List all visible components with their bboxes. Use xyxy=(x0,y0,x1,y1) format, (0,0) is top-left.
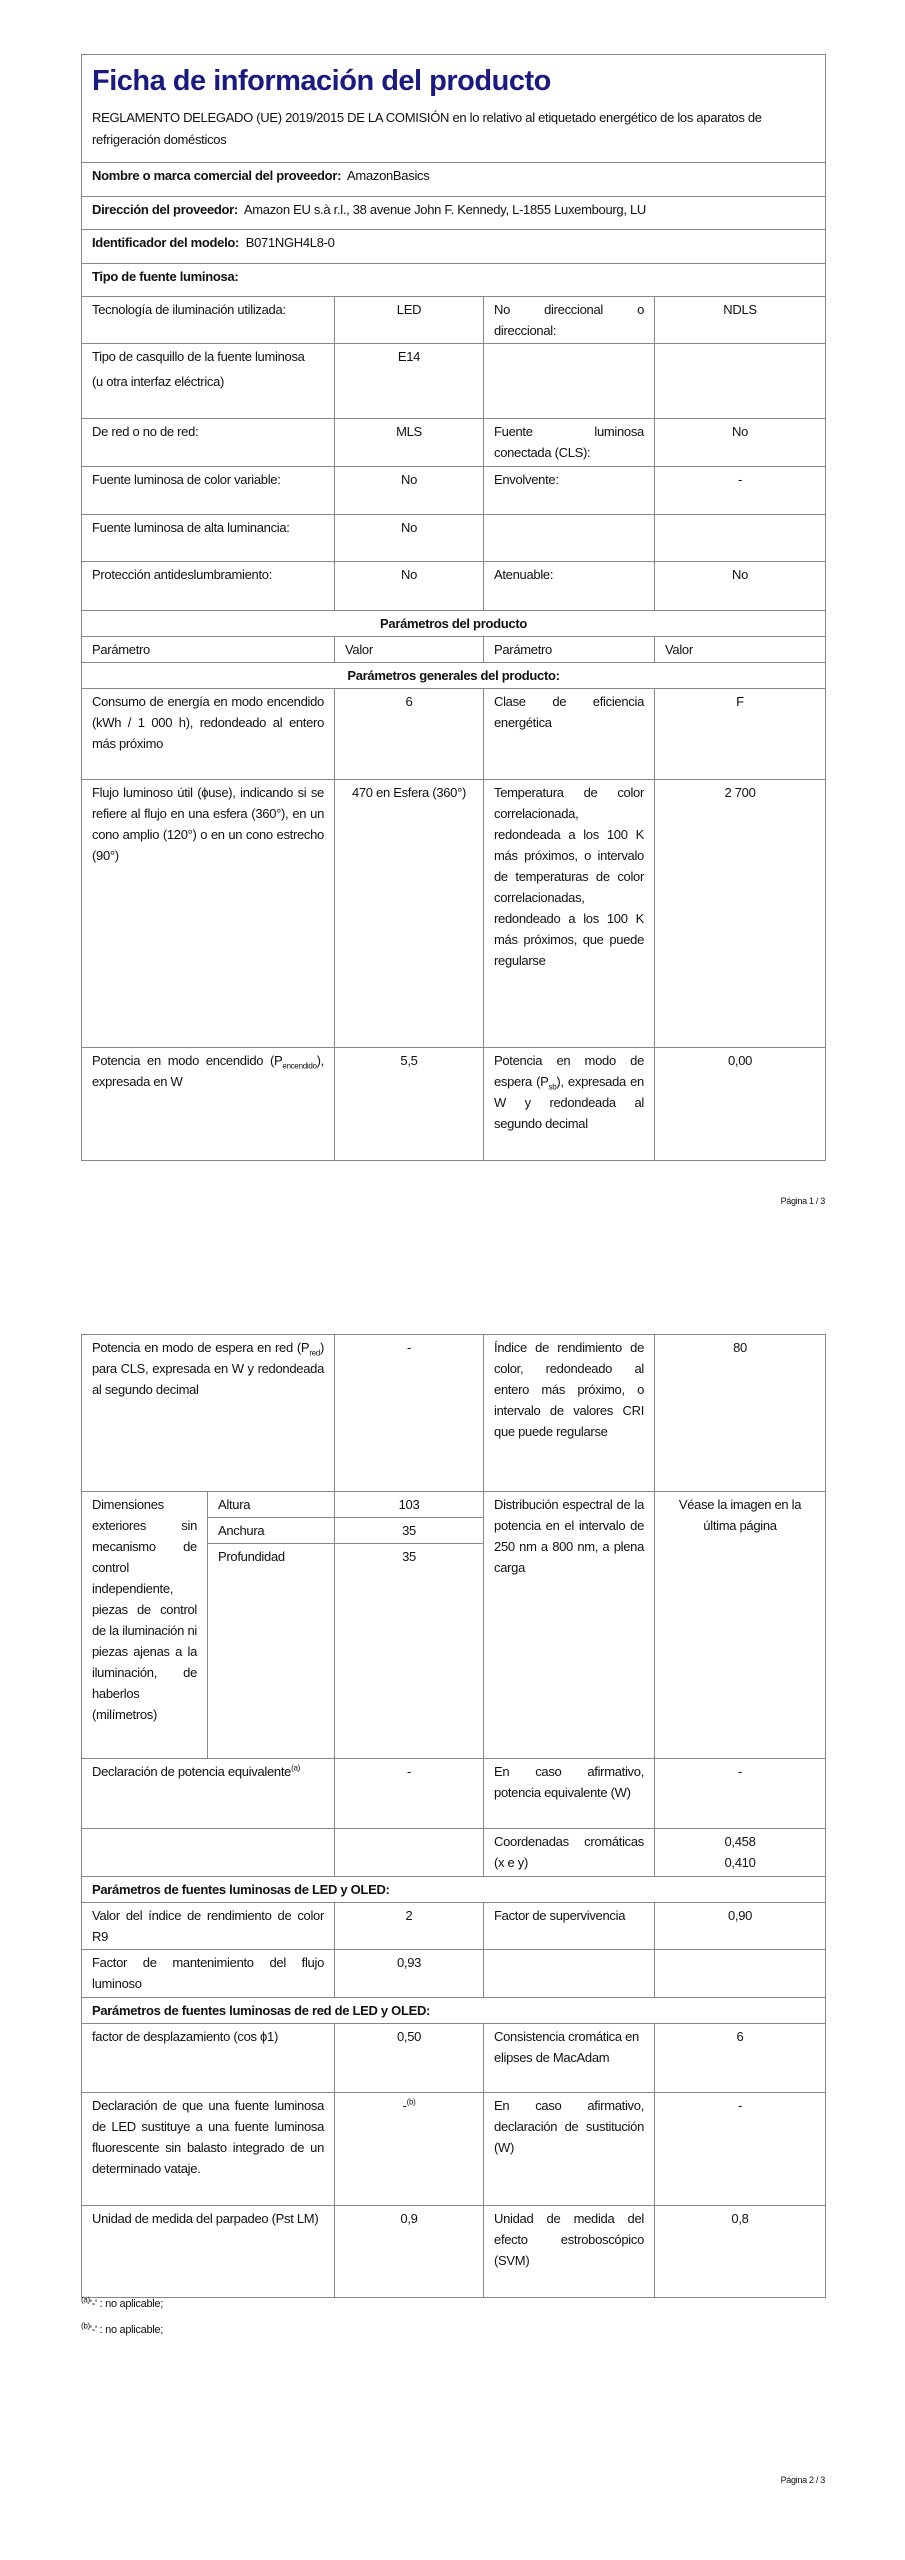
param-label xyxy=(484,1048,655,1161)
address-row xyxy=(82,197,826,230)
param-value: No xyxy=(335,467,484,515)
param-label xyxy=(82,1335,335,1492)
param-label: Coordenadas cromáticas (x e y) xyxy=(484,1829,655,1877)
table-row xyxy=(82,1950,826,1998)
param-value: No xyxy=(335,515,484,562)
text: Potencia en modo encendido (P xyxy=(92,1053,283,1068)
param-label xyxy=(82,1048,335,1161)
type-label: Tipo de fuente luminosa: xyxy=(82,264,826,297)
footnote-text: '-' : no aplicable; xyxy=(89,2298,163,2310)
param-label: En caso afirmativo, declaración de sustitución (W) xyxy=(484,2093,655,2206)
param-label: Atenuable: xyxy=(484,562,655,611)
coord-y: 0,410 xyxy=(724,1855,756,1870)
empty-cell xyxy=(335,1829,484,1877)
param-value: E14 xyxy=(335,344,484,419)
model-label: Identificador del modelo: xyxy=(92,235,240,250)
empty-cell xyxy=(655,344,826,419)
footnote-a xyxy=(81,2295,163,2310)
page-number: Página 1 / 3 xyxy=(780,1196,825,1206)
table-row xyxy=(82,467,826,515)
param-value: 6 xyxy=(335,689,484,780)
address-label: Dirección del proveedor: xyxy=(92,202,238,217)
table-row xyxy=(82,1335,826,1492)
text: Potencia en modo de espera (P xyxy=(494,1053,644,1089)
table-row xyxy=(82,344,826,419)
param-label: Consistencia cromática en elipses de MacAdam xyxy=(484,2024,655,2093)
param-label xyxy=(82,1759,335,1829)
footnote-mark: (a) xyxy=(81,2295,90,2305)
page-number: Página 2 / 3 xyxy=(780,2475,825,2485)
subscript: red xyxy=(309,1348,320,1358)
table-row xyxy=(82,419,826,467)
page-title: Ficha de información del producto xyxy=(92,65,551,97)
param-label: Protección antideslumbramiento: xyxy=(82,562,335,611)
table-row xyxy=(82,2206,826,2298)
table-row xyxy=(82,562,826,611)
footnote-ref: (b) xyxy=(406,2097,416,2107)
table-row xyxy=(82,1492,826,1518)
section-title: Parámetros generales del producto: xyxy=(82,663,826,689)
col-header: Parámetro xyxy=(484,637,655,663)
subscript: encendido xyxy=(282,1061,317,1071)
column-header-row xyxy=(82,637,826,663)
table-row xyxy=(82,780,826,1048)
text: - xyxy=(402,2098,407,2113)
param-label: Consumo de energía en modo encendido (kWh / 1 000 h), redondeado al entero más próximo xyxy=(82,689,335,780)
dimension-value: 35 xyxy=(335,1544,484,1759)
param-label: Índice de rendimiento de color, redondeado al entero más próximo, o intervalo de valores CRI que puede regularse xyxy=(484,1335,655,1492)
product-info-table-page1 xyxy=(81,54,826,1161)
text: Potencia en modo de espera en red (P xyxy=(92,1340,310,1355)
param-value: - xyxy=(655,467,826,515)
param-value: LED xyxy=(335,297,484,344)
section-title: Parámetros del producto xyxy=(82,611,826,637)
param-value: Véase la imagen en la última página xyxy=(655,1492,826,1759)
param-value: No xyxy=(335,562,484,611)
param-value: No xyxy=(655,419,826,467)
param-label: Temperatura de color correlacionada, redondeada a los 100 K más próximos, o intervalo de temperaturas de color correlacionadas, redondeado a los 100 K más próximos, que puede regularse xyxy=(484,780,655,1048)
supplier-label: Nombre o marca comercial del proveedor: xyxy=(92,168,342,183)
param-label: Fuente luminosa de color variable: xyxy=(82,467,335,515)
dimension-name: Anchura xyxy=(208,1518,335,1544)
dimension-value: 103 xyxy=(335,1492,484,1518)
subscript: sb xyxy=(548,1082,557,1092)
dimension-name: Altura xyxy=(208,1492,335,1518)
empty-cell xyxy=(484,1950,655,1998)
empty-cell xyxy=(655,1950,826,1998)
table-row xyxy=(82,1759,826,1829)
text: ), expresada en W y redondeada al segundo decimal xyxy=(494,1074,644,1131)
param-value: - xyxy=(655,2093,826,2206)
dimension-name: Profundidad xyxy=(208,1544,335,1759)
coord-x: 0,458 xyxy=(724,1834,756,1849)
table-row xyxy=(82,1829,826,1877)
footnote-text: '-' : no aplicable; xyxy=(89,2324,163,2336)
param-value: 0,93 xyxy=(335,1950,484,1998)
param-label: Distribución espectral de la potencia en el intervalo de 250 nm a 800 nm, a plena carga xyxy=(484,1492,655,1759)
param-label-main: Tipo de casquillo de la fuente luminosa xyxy=(92,349,305,364)
param-label: Unidad de medida del efecto estroboscópico (SVM) xyxy=(484,2206,655,2298)
text: Declaración de potencia equivalente xyxy=(92,1764,292,1779)
col-header: Valor xyxy=(335,637,484,663)
model-value: B071NGH4L8-0 xyxy=(245,235,335,250)
param-value: 2 xyxy=(335,1903,484,1950)
model-row xyxy=(82,230,826,264)
param-label: Fuente luminosa de alta luminancia: xyxy=(82,515,335,562)
param-label: factor de desplazamiento (cos ϕ1) xyxy=(82,2024,335,2093)
product-info-table-page2 xyxy=(81,1334,826,2298)
param-label: Unidad de medida del parpadeo (Pst LM) xyxy=(82,2206,335,2298)
footnote-mark: (b) xyxy=(81,2321,90,2331)
param-label: Fuente luminosa conectada (CLS): xyxy=(484,419,655,467)
param-value: No xyxy=(655,562,826,611)
param-value: - xyxy=(335,1335,484,1492)
empty-cell xyxy=(484,515,655,562)
param-value: NDLS xyxy=(655,297,826,344)
table-row xyxy=(82,515,826,562)
regulation-text: REGLAMENTO DELEGADO (UE) 2019/2015 DE LA COMISIÓN en lo relativo al etiquetado energético de los aparatos de refrigeración domésticos xyxy=(92,110,762,147)
dimensions-label: Dimensiones exteriores sin mecanismo de control independiente, piezas de control de la iluminación ni piezas ajenas a la iluminación, de haberlos (milímetros) xyxy=(82,1492,208,1759)
param-label: Factor de supervivencia xyxy=(484,1903,655,1950)
supplier-value: AmazonBasics xyxy=(347,168,430,183)
param-label: Valor del índice de rendimiento de color R9 xyxy=(82,1903,335,1950)
footnote-ref: (a) xyxy=(291,1763,300,1773)
empty-cell xyxy=(484,344,655,419)
dimension-value: 35 xyxy=(335,1518,484,1544)
empty-cell xyxy=(82,1829,335,1877)
param-value: 6 xyxy=(655,2024,826,2093)
param-value: 470 en Esfera (360°) xyxy=(335,780,484,1048)
param-value: 5,5 xyxy=(335,1048,484,1161)
text: ), expresada en W xyxy=(92,1053,324,1089)
param-label: No direccional o direccional: xyxy=(484,297,655,344)
param-label: Tecnología de iluminación utilizada: xyxy=(82,297,335,344)
param-value: F xyxy=(655,689,826,780)
param-label: En caso afirmativo, potencia equivalente (W) xyxy=(484,1759,655,1829)
footnote-b xyxy=(81,2321,163,2336)
table-row xyxy=(82,1903,826,1950)
param-label xyxy=(82,344,335,419)
supplier-row xyxy=(82,163,826,197)
param-value: 80 xyxy=(655,1335,826,1492)
table-row xyxy=(82,2024,826,2093)
text: ) para CLS, expresada en W y redondeada al segundo decimal xyxy=(92,1340,325,1397)
col-header: Valor xyxy=(655,637,826,663)
param-value: - xyxy=(335,1759,484,1829)
param-value xyxy=(335,2093,484,2206)
param-value: 0,8 xyxy=(655,2206,826,2298)
param-value xyxy=(655,1829,826,1877)
param-label: Flujo luminoso útil (ϕuse), indicando si se refiere al flujo en una esfera (360°), en un cono amplio (120°) o en un cono estrecho (90°) xyxy=(82,780,335,1048)
empty-cell xyxy=(655,515,826,562)
address-value: Amazon EU s.à r.l., 38 avenue John F. Kennedy, L-1855 Luxembourg, LU xyxy=(243,202,646,217)
param-value: 0,90 xyxy=(655,1903,826,1950)
param-value: MLS xyxy=(335,419,484,467)
param-label: Factor de mantenimiento del flujo luminoso xyxy=(82,1950,335,1998)
table-row xyxy=(82,297,826,344)
param-value: 0,9 xyxy=(335,2206,484,2298)
param-label-note: (u otra interfaz eléctrica) xyxy=(92,374,225,389)
table-row xyxy=(82,2093,826,2206)
param-label: Declaración de que una fuente luminosa de LED sustituye a una fuente luminosa fluorescente sin balasto integrado de un determinado vataje. xyxy=(82,2093,335,2206)
param-value: 0,50 xyxy=(335,2024,484,2093)
param-label: De red o no de red: xyxy=(82,419,335,467)
param-label: Envolvente: xyxy=(484,467,655,515)
header-cell xyxy=(82,55,826,163)
table-row xyxy=(82,1048,826,1161)
col-header: Parámetro xyxy=(82,637,335,663)
param-value: 0,00 xyxy=(655,1048,826,1161)
section-title: Parámetros de fuentes luminosas de LED y OLED: xyxy=(82,1877,826,1903)
param-value: 2 700 xyxy=(655,780,826,1048)
section-title: Parámetros de fuentes luminosas de red de LED y OLED: xyxy=(82,1998,826,2024)
param-value: - xyxy=(655,1759,826,1829)
param-label: Clase de eficiencia energética xyxy=(484,689,655,780)
table-row xyxy=(82,689,826,780)
